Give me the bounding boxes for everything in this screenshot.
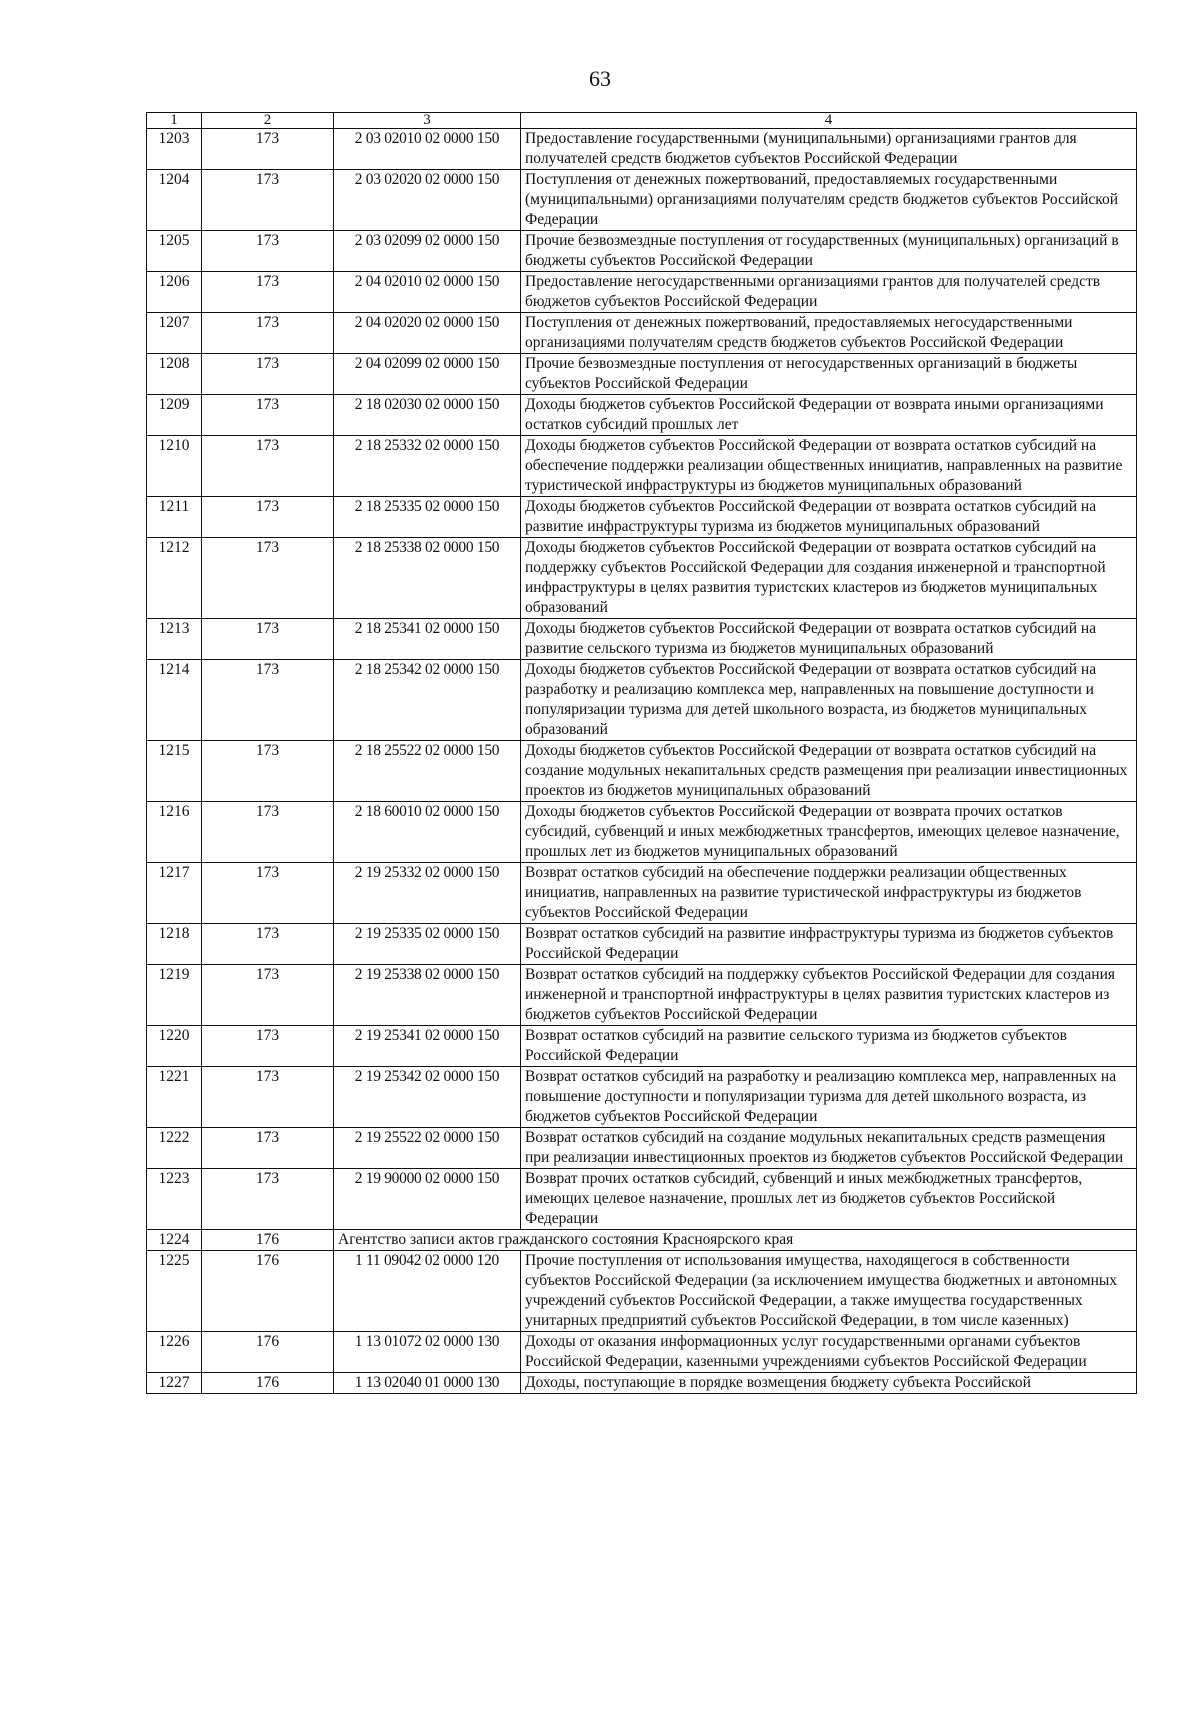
column-header-2: 2 (202, 113, 334, 129)
budget-classification-code: 2 18 25332 02 0000 150 (334, 436, 521, 497)
row-number: 1221 (147, 1067, 202, 1128)
table-row (147, 1026, 1137, 1067)
income-description: Возврат остатков субсидий на развитие сельского туризма из бюджетов субъектов Российской Федерации (521, 1026, 1137, 1067)
row-number: 1220 (147, 1026, 202, 1067)
income-description: Возврат остатков субсидий на разработку и реализацию комплекса мер, направленных на повышение доступности и популяризации туризма для детей школьного возраста, из бюджетов субъектов Российской Федерации (521, 1067, 1137, 1128)
row-number: 1204 (147, 170, 202, 231)
income-description: Доходы от оказания информационных услуг государственными органами субъектов Российской Федерации, казенными учреждениями субъектов Российской Федерации (521, 1332, 1137, 1373)
budget-classification-code: 2 19 25342 02 0000 150 (334, 1067, 521, 1128)
table-row (147, 1230, 1137, 1251)
table-row (147, 1251, 1137, 1332)
budget-classification-code: 2 18 25335 02 0000 150 (334, 497, 521, 538)
administrator-code: 173 (202, 924, 334, 965)
budget-classification-code: 2 18 25342 02 0000 150 (334, 660, 521, 741)
table-row (147, 313, 1137, 354)
row-number: 1223 (147, 1169, 202, 1230)
budget-classification-code: 2 03 02010 02 0000 150 (334, 129, 521, 170)
administrator-code: 173 (202, 802, 334, 863)
administrator-code: 173 (202, 660, 334, 741)
table-row (147, 436, 1137, 497)
row-number: 1213 (147, 619, 202, 660)
administrator-code: 173 (202, 231, 334, 272)
budget-classification-code: 2 04 02020 02 0000 150 (334, 313, 521, 354)
page-number: 63 (589, 66, 611, 91)
administrator-code: 176 (202, 1373, 334, 1394)
table-row (147, 1067, 1137, 1128)
row-number: 1215 (147, 741, 202, 802)
row-number: 1217 (147, 863, 202, 924)
table-header-row (147, 113, 1137, 129)
budget-classification-table (146, 112, 1137, 1394)
row-number: 1210 (147, 436, 202, 497)
administrator-code: 173 (202, 436, 334, 497)
administrator-name: Агентство записи актов гражданского состояния Красноярского края (334, 1230, 1137, 1251)
budget-classification-code: 2 18 02030 02 0000 150 (334, 395, 521, 436)
table-row (147, 1128, 1137, 1169)
table-row (147, 924, 1137, 965)
budget-classification-code: 2 18 25341 02 0000 150 (334, 619, 521, 660)
row-number: 1205 (147, 231, 202, 272)
table-row (147, 1373, 1137, 1394)
budget-classification-code: 1 13 02040 01 0000 130 (334, 1373, 521, 1394)
table-row (147, 354, 1137, 395)
table-row (147, 965, 1137, 1026)
table-row (147, 272, 1137, 313)
administrator-code: 176 (202, 1332, 334, 1373)
row-number: 1206 (147, 272, 202, 313)
income-description: Возврат остатков субсидий на поддержку субъектов Российской Федерации для создания инженерной и транспортной инфраструктуры в целях развития туристских кластеров из бюджетов субъектов Российской Федерации (521, 965, 1137, 1026)
administrator-code: 173 (202, 619, 334, 660)
row-number: 1211 (147, 497, 202, 538)
budget-classification-code: 2 19 25335 02 0000 150 (334, 924, 521, 965)
column-header-4: 4 (521, 113, 1137, 129)
budget-classification-code: 2 03 02099 02 0000 150 (334, 231, 521, 272)
budget-classification-code: 2 19 25338 02 0000 150 (334, 965, 521, 1026)
income-description: Доходы бюджетов субъектов Российской Федерации от возврата остатков субсидий на развитие инфраструктуры туризма из бюджетов муниципальных образований (521, 497, 1137, 538)
row-number: 1219 (147, 965, 202, 1026)
budget-classification-code: 2 19 25341 02 0000 150 (334, 1026, 521, 1067)
administrator-code: 176 (202, 1251, 334, 1332)
income-description: Возврат остатков субсидий на создание модульных некапитальных средств размещения при реализации инвестиционных проектов из бюджетов субъектов Российской Федерации (521, 1128, 1137, 1169)
budget-classification-code: 1 13 01072 02 0000 130 (334, 1332, 521, 1373)
table-row (147, 1169, 1137, 1230)
administrator-code: 173 (202, 538, 334, 619)
administrator-code: 173 (202, 395, 334, 436)
row-number: 1224 (147, 1230, 202, 1251)
administrator-code: 173 (202, 170, 334, 231)
row-number: 1222 (147, 1128, 202, 1169)
income-description: Доходы бюджетов субъектов Российской Федерации от возврата остатков субсидий на создание модульных некапитальных средств размещения при реализации инвестиционных проектов из бюджетов муниципальных образований (521, 741, 1137, 802)
table-row (147, 619, 1137, 660)
income-description: Доходы бюджетов субъектов Российской Федерации от возврата прочих остатков субсидий, субвенций и иных межбюджетных трансфертов, имеющих целевое назначение, прошлых лет из бюджетов муниципальных образований (521, 802, 1137, 863)
administrator-code: 173 (202, 1128, 334, 1169)
administrator-code: 173 (202, 965, 334, 1026)
table-row (147, 802, 1137, 863)
income-description: Возврат остатков субсидий на развитие инфраструктуры туризма из бюджетов субъектов Российской Федерации (521, 924, 1137, 965)
budget-classification-code: 2 19 90000 02 0000 150 (334, 1169, 521, 1230)
table-row (147, 497, 1137, 538)
income-description: Доходы бюджетов субъектов Российской Федерации от возврата остатков субсидий на разработку и реализацию комплекса мер, направленных на повышение доступности и популяризации туризма для детей школьного возраста, из бюджетов муниципальных образований (521, 660, 1137, 741)
administrator-code: 173 (202, 313, 334, 354)
administrator-code: 173 (202, 497, 334, 538)
row-number: 1207 (147, 313, 202, 354)
administrator-code: 173 (202, 354, 334, 395)
income-description: Доходы бюджетов субъектов Российской Федерации от возврата остатков субсидий на развитие сельского туризма из бюджетов муниципальных образований (521, 619, 1137, 660)
table-row (147, 1332, 1137, 1373)
administrator-code: 173 (202, 741, 334, 802)
administrator-code: 173 (202, 1067, 334, 1128)
administrator-code: 176 (202, 1230, 334, 1251)
table-row (147, 231, 1137, 272)
budget-classification-code: 2 04 02099 02 0000 150 (334, 354, 521, 395)
column-header-3: 3 (334, 113, 521, 129)
row-number: 1212 (147, 538, 202, 619)
row-number: 1214 (147, 660, 202, 741)
table-row (147, 129, 1137, 170)
row-number: 1227 (147, 1373, 202, 1394)
row-number: 1218 (147, 924, 202, 965)
budget-classification-code: 2 18 25338 02 0000 150 (334, 538, 521, 619)
row-number: 1203 (147, 129, 202, 170)
administrator-code: 173 (202, 863, 334, 924)
row-number: 1216 (147, 802, 202, 863)
table-row (147, 863, 1137, 924)
income-description: Возврат прочих остатков субсидий, субвенций и иных межбюджетных трансфертов, имеющих целевое назначение, прошлых лет из бюджетов субъектов Российской Федерации (521, 1169, 1137, 1230)
income-description: Предоставление государственными (муниципальными) организациями грантов для получателей средств бюджетов субъектов Российской Федерации (521, 129, 1137, 170)
income-description: Доходы, поступающие в порядке возмещения бюджету субъекта Российской (521, 1373, 1137, 1394)
table-row (147, 538, 1137, 619)
administrator-code: 173 (202, 1026, 334, 1067)
row-number: 1208 (147, 354, 202, 395)
row-number: 1209 (147, 395, 202, 436)
budget-classification-code: 2 03 02020 02 0000 150 (334, 170, 521, 231)
budget-classification-code: 2 18 60010 02 0000 150 (334, 802, 521, 863)
budget-classification-code: 2 04 02010 02 0000 150 (334, 272, 521, 313)
income-description: Прочие безвозмездные поступления от негосударственных организаций в бюджеты субъектов Российской Федерации (521, 354, 1137, 395)
table-row (147, 395, 1137, 436)
administrator-code: 173 (202, 272, 334, 313)
table-row (147, 741, 1137, 802)
income-description: Доходы бюджетов субъектов Российской Федерации от возврата иными организациями остатков субсидий прошлых лет (521, 395, 1137, 436)
column-header-1: 1 (147, 113, 202, 129)
income-description: Возврат остатков субсидий на обеспечение поддержки реализации общественных инициатив, направленных на развитие туристической инфраструктуры из бюджетов субъектов Российской Федерации (521, 863, 1137, 924)
table-row (147, 170, 1137, 231)
budget-classification-code: 2 19 25332 02 0000 150 (334, 863, 521, 924)
budget-classification-code: 2 18 25522 02 0000 150 (334, 741, 521, 802)
table-body (147, 129, 1137, 1394)
administrator-code: 173 (202, 129, 334, 170)
table-row (147, 660, 1137, 741)
budget-classification-code: 2 19 25522 02 0000 150 (334, 1128, 521, 1169)
budget-classification-code: 1 11 09042 02 0000 120 (334, 1251, 521, 1332)
row-number: 1225 (147, 1251, 202, 1332)
income-description: Поступления от денежных пожертвований, предоставляемых государственными (муниципальными) организациями получателям средств бюджетов субъектов Российской Федерации (521, 170, 1137, 231)
income-description: Поступления от денежных пожертвований, предоставляемых негосударственными организациями получателям средств бюджетов субъектов Российской Федерации (521, 313, 1137, 354)
income-description: Прочие поступления от использования имущества, находящегося в собственности субъектов Российской Федерации (за исключением имущества бюджетных и автономных учреждений субъектов Российской Федерации, а также имущества государственных унитарных предприятий субъектов Российской Федерации, в том числе казенных) (521, 1251, 1137, 1332)
income-description: Доходы бюджетов субъектов Российской Федерации от возврата остатков субсидий на обеспечение поддержки реализации общественных инициатив, направленных на развитие туристической инфраструктуры из бюджетов муниципальных образований (521, 436, 1137, 497)
income-description: Доходы бюджетов субъектов Российской Федерации от возврата остатков субсидий на поддержку субъектов Российской Федерации для создания инженерной и транспортной инфраструктуры в целях развития туристских кластеров из бюджетов муниципальных образований (521, 538, 1137, 619)
income-description: Прочие безвозмездные поступления от государственных (муниципальных) организаций в бюджеты субъектов Российской Федерации (521, 231, 1137, 272)
row-number: 1226 (147, 1332, 202, 1373)
income-description: Предоставление негосударственными организациями грантов для получателей средств бюджетов субъектов Российской Федерации (521, 272, 1137, 313)
administrator-code: 173 (202, 1169, 334, 1230)
